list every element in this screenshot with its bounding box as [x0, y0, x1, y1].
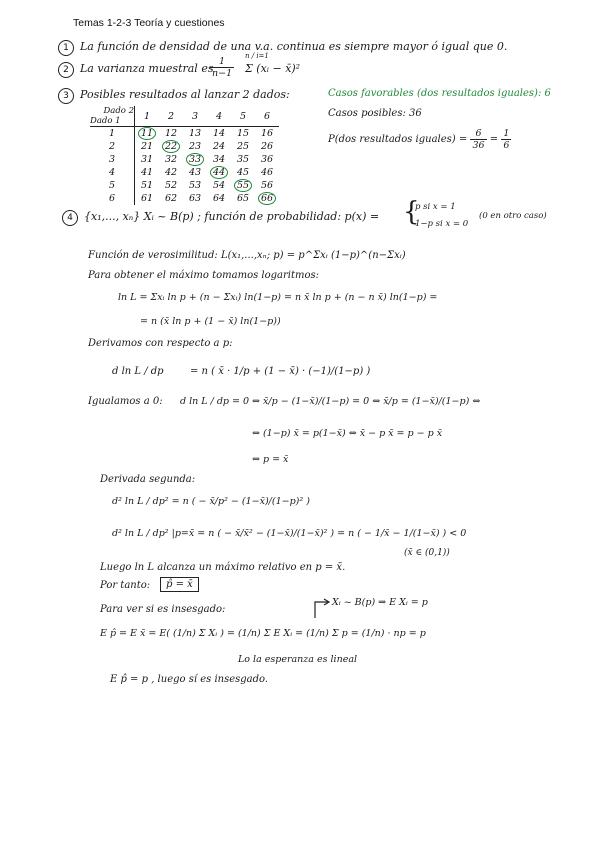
variance-expression: Σ (xᵢ − x̄)² [245, 62, 301, 75]
row-header: 6 [90, 192, 135, 205]
lnL-line-2: = n (x̄ ln p + (1 − x̄) ln(1−p)) [140, 316, 281, 327]
pmf-other-case: (0 en otro caso) [479, 211, 547, 221]
item-number-2: 2 [58, 62, 74, 78]
therefore-label: Por tanto: [100, 580, 151, 591]
item-3-text: Posibles resultados al lanzar 2 dados: [80, 88, 290, 101]
dice-outcomes-table [90, 106, 279, 205]
table-cell: 62 [164, 193, 178, 204]
table-cell: 65 [236, 193, 250, 204]
row-header: 3 [90, 153, 135, 166]
second-derivative-label: Derivada segunda: [100, 474, 196, 485]
table-cell: 46 [260, 167, 274, 178]
table-cell: 54 [212, 180, 226, 191]
pmf-case-1: p si x = 1 [415, 202, 456, 212]
expectation-line: E p̂ = E x̄ = E( (1/n) Σ Xᵢ ) = (1/n) Σ E Xᵢ = (1/n) Σ p = (1/n) · np = p [100, 628, 426, 639]
table-cell: 31 [140, 154, 154, 165]
table-cell: 35 [236, 154, 250, 165]
table-cell: 43 [188, 167, 202, 178]
first-derivative-rhs: = n ( x̄ · 1/p + (1 − x̄) · (−1)/(1−p) ) [190, 366, 371, 377]
table-cell: 63 [188, 193, 202, 204]
item-number-3: 3 [58, 88, 74, 104]
conclusion-line: E p̂ = p , luego sí es insesgado. [110, 674, 269, 685]
probability-equal: P(dos resultados iguales) = $\frac{6}{36}$ = $\frac{1}{6}$ [328, 128, 510, 151]
maximum-line: Luego ln L alcanza un máximo relativo en p = x̄. [100, 562, 346, 573]
favorable-cases: Casos favorables (dos resultados iguales): 6 [328, 88, 551, 99]
table-cell: 52 [164, 180, 178, 191]
col-header: 3 [183, 106, 207, 127]
circled-cell: 55 [234, 179, 252, 192]
bernoulli-note: Xᵢ ~ B(p) ⇒ E Xᵢ = p [332, 597, 428, 608]
table-cell: 13 [188, 128, 202, 139]
table-row [90, 153, 279, 166]
table-cell: 36 [260, 154, 274, 165]
table-row [90, 140, 279, 153]
col-header: 1 [135, 106, 160, 127]
unbiased-question: Para ver si es insesgado: [100, 604, 226, 615]
table-cell: 15 [236, 128, 250, 139]
table-cell: 45 [236, 167, 250, 178]
table-cell: 64 [212, 193, 226, 204]
table-cell: 14 [212, 128, 226, 139]
table-row [90, 179, 279, 192]
table-row [90, 166, 279, 179]
table-cell: 61 [140, 193, 154, 204]
table-cell: 24 [212, 141, 226, 152]
table-cell: 56 [260, 180, 274, 191]
table-row [90, 192, 279, 205]
circled-cell: 11 [138, 127, 156, 140]
circled-cell: 33 [186, 153, 204, 166]
circled-cell: 66 [258, 192, 276, 205]
table-corner: Dado 2 Dado 1 [90, 106, 134, 126]
linearity-note: Lo la esperanza es lineal [238, 654, 358, 665]
table-cell [183, 153, 207, 166]
item-4-text: {x₁,..., xₙ} Xᵢ ~ B(p) ; función de probabilidad: p(x) = [84, 210, 380, 223]
table-cell: 12 [164, 128, 178, 139]
variance-fraction: $\frac{1}{n-1}$ [212, 56, 233, 79]
table-cell [135, 127, 160, 141]
table-cell: 51 [140, 180, 154, 191]
col-header: 5 [231, 106, 255, 127]
table-cell: 32 [164, 154, 178, 165]
first-derivative-lhs: d ln L / dp [112, 366, 164, 377]
estimator-result-box: p̂ = x̄ [160, 577, 199, 592]
table-cell [231, 179, 255, 192]
condition-note: (x̄ ∈ (0,1)) [404, 548, 450, 558]
table-cell: 34 [212, 154, 226, 165]
circled-cell: 44 [210, 166, 228, 179]
table-cell: 23 [188, 141, 202, 152]
possible-cases: Casos posibles: 36 [328, 108, 422, 119]
pmf-case-2: 1−p si x = 0 [415, 219, 469, 229]
row-header: 1 [90, 127, 135, 141]
item-2-text: La varianza muestral es [80, 62, 214, 75]
second-derivative-evaluated: d² ln L / dp² |p=x̄ = n ( − x̄/x̄² − (1−x̄)/(1−x̄)² ) = n ( − 1/x̄ − 1/(1−x̄) ) < 0 [112, 528, 467, 539]
item-number-1: 1 [58, 40, 74, 56]
equal-zero-label: Igualamos a 0: [88, 396, 163, 407]
second-derivative: d² ln L / dp² = n ( − x̄/p² − (1−x̄)/(1−p)² ) [112, 496, 310, 507]
sum-limits: n / i=1 [245, 52, 269, 60]
arrow-annotation-icon [312, 598, 332, 620]
table-cell: 53 [188, 180, 202, 191]
table-cell: 25 [236, 141, 250, 152]
brace-open: { [403, 197, 420, 227]
row-header: 5 [90, 179, 135, 192]
lnL-line: ln L = Σxᵢ ln p + (n − Σxᵢ) ln(1−p) = n x̄ ln p + (n − n x̄) ln(1−p) = [118, 292, 438, 303]
maximize-line: Para obtener el máximo tomamos logaritmos: [88, 270, 319, 281]
table-cell [159, 140, 183, 153]
col-header: 2 [159, 106, 183, 127]
circled-cell: 22 [162, 140, 180, 153]
row-header: 4 [90, 166, 135, 179]
page-header: Temas 1-2-3 Teoría y cuestiones [73, 17, 225, 29]
item-number-4: 4 [62, 210, 78, 226]
table-cell: 16 [260, 128, 274, 139]
col-header: 6 [255, 106, 279, 127]
equation-b: ⇔ (1−p) x̄ = p(1−x̄) ⇔ x̄ − p x̄ = p − p x̄ [252, 428, 443, 439]
equation-a: d ln L / dp = 0 ⇔ x̄/p − (1−x̄)/(1−p) = 0 ⇔ x̄/p = (1−x̄)/(1−p) ⇔ [180, 396, 481, 407]
table-row [90, 127, 279, 141]
item-1-text: La función de densidad de una v.a. continua es siempre mayor ó igual que 0. [80, 40, 508, 53]
likelihood-line: Función de verosimilitud: L(x₁,...,xₙ; p) = p^Σxᵢ (1−p)^(n−Σxᵢ) [88, 250, 406, 261]
row-header: 2 [90, 140, 135, 153]
table-cell: 41 [140, 167, 154, 178]
equation-c: ⇔ p = x̄ [252, 454, 289, 465]
table-cell: 42 [164, 167, 178, 178]
table-cell [207, 166, 231, 179]
table-cell: 26 [260, 141, 274, 152]
table-cell [255, 192, 279, 205]
col-header: 4 [207, 106, 231, 127]
table-cell: 21 [140, 141, 154, 152]
derive-line: Derivamos con respecto a p: [88, 338, 233, 349]
